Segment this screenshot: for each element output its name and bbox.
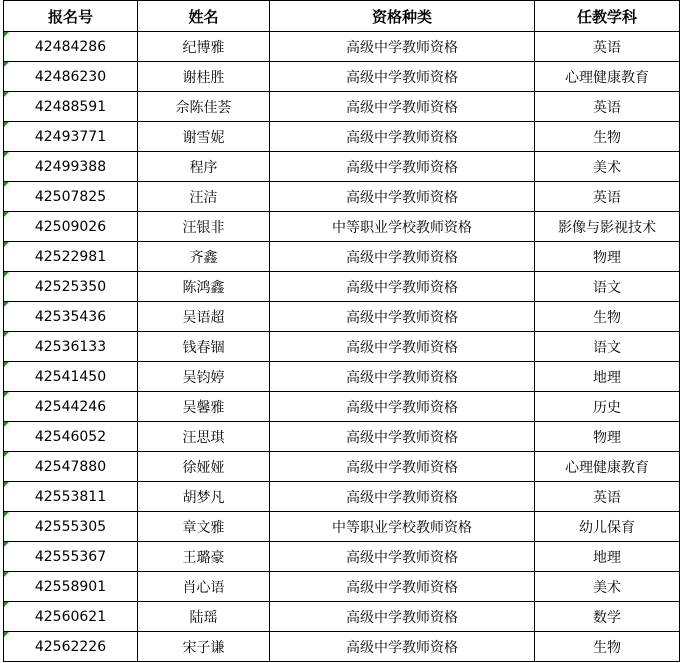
name-cell: 肖心语 xyxy=(138,572,270,602)
name-cell: 汪思琪 xyxy=(138,422,270,452)
name-cell: 陆瑶 xyxy=(138,602,270,632)
qualification-type-cell: 高级中学教师资格 xyxy=(270,32,535,62)
registration-number-cell: 42544246 xyxy=(4,392,138,422)
qualification-type-cell: 高级中学教师资格 xyxy=(270,332,535,362)
registration-number-cell: 42499388 xyxy=(4,152,138,182)
qualification-type-cell: 高级中学教师资格 xyxy=(270,122,535,152)
qualification-type-cell: 高级中学教师资格 xyxy=(270,242,535,272)
header-row xyxy=(4,1,680,32)
registration-number-cell: 42547880 xyxy=(4,452,138,482)
qualification-type-cell: 中等职业学校教师资格 xyxy=(270,212,535,242)
registration-number-cell: 42541450 xyxy=(4,362,138,392)
qualification-type-cell: 高级中学教师资格 xyxy=(270,92,535,122)
name-cell: 佘陈佳荟 xyxy=(138,92,270,122)
subject-cell: 数学 xyxy=(535,602,680,632)
registration-number-cell: 42555367 xyxy=(4,542,138,572)
table-row xyxy=(4,152,680,182)
qualification-type-cell: 高级中学教师资格 xyxy=(270,542,535,572)
subject-cell: 心理健康教育 xyxy=(535,62,680,92)
qualification-type-cell: 高级中学教师资格 xyxy=(270,632,535,662)
name-cell: 陈鸿鑫 xyxy=(138,272,270,302)
subject-cell: 幼儿保育 xyxy=(535,512,680,542)
subject-cell: 心理健康教育 xyxy=(535,452,680,482)
subject-cell: 英语 xyxy=(535,482,680,512)
name-cell: 吴语超 xyxy=(138,302,270,332)
registration-number-cell: 42486230 xyxy=(4,62,138,92)
name-cell: 谢雪妮 xyxy=(138,122,270,152)
subject-cell: 生物 xyxy=(535,302,680,332)
qualification-type-cell: 高级中学教师资格 xyxy=(270,482,535,512)
registration-number-cell: 42488591 xyxy=(4,92,138,122)
qualification-type-cell: 高级中学教师资格 xyxy=(270,392,535,422)
registration-number-cell: 42555305 xyxy=(4,512,138,542)
table-row xyxy=(4,602,680,632)
table-row xyxy=(4,392,680,422)
subject-cell: 物理 xyxy=(535,242,680,272)
table-row xyxy=(4,32,680,62)
registration-number-cell: 42535436 xyxy=(4,302,138,332)
subject-cell: 历史 xyxy=(535,392,680,422)
qualification-type-cell: 高级中学教师资格 xyxy=(270,152,535,182)
table-row xyxy=(4,422,680,452)
name-cell: 吴馨雅 xyxy=(138,392,270,422)
name-cell: 钱春锢 xyxy=(138,332,270,362)
subject-cell: 地理 xyxy=(535,362,680,392)
subject-cell: 生物 xyxy=(535,632,680,662)
table-row xyxy=(4,482,680,512)
subject-cell: 生物 xyxy=(535,122,680,152)
table-row xyxy=(4,542,680,572)
name-cell: 吴钧婷 xyxy=(138,362,270,392)
qualification-type-cell: 高级中学教师资格 xyxy=(270,602,535,632)
header-subject: 任教学科 xyxy=(535,1,680,32)
registration-number-cell: 42493771 xyxy=(4,122,138,152)
subject-cell: 美术 xyxy=(535,152,680,182)
name-cell: 汪银非 xyxy=(138,212,270,242)
qualification-type-cell: 高级中学教师资格 xyxy=(270,302,535,332)
header-name: 姓名 xyxy=(138,1,270,32)
name-cell: 谢桂胜 xyxy=(138,62,270,92)
table-row xyxy=(4,332,680,362)
qualification-type-cell: 高级中学教师资格 xyxy=(270,62,535,92)
subject-cell: 影像与影视技术 xyxy=(535,212,680,242)
header-registration-number: 报名号 xyxy=(4,1,138,32)
registration-number-cell: 42522981 xyxy=(4,242,138,272)
name-cell: 齐鑫 xyxy=(138,242,270,272)
name-cell: 章文雅 xyxy=(138,512,270,542)
name-cell: 汪洁 xyxy=(138,182,270,212)
qualification-type-cell: 高级中学教师资格 xyxy=(270,422,535,452)
results-table xyxy=(3,0,680,662)
registration-number-cell: 42536133 xyxy=(4,332,138,362)
header-qualification-type: 资格种类 xyxy=(270,1,535,32)
qualification-type-cell: 高级中学教师资格 xyxy=(270,572,535,602)
subject-cell: 美术 xyxy=(535,572,680,602)
name-cell: 胡梦凡 xyxy=(138,482,270,512)
subject-cell: 地理 xyxy=(535,542,680,572)
table-row xyxy=(4,182,680,212)
table-row xyxy=(4,212,680,242)
qualification-type-cell: 高级中学教师资格 xyxy=(270,272,535,302)
registration-number-cell: 42558901 xyxy=(4,572,138,602)
table-row xyxy=(4,302,680,332)
table-row xyxy=(4,632,680,662)
table-row xyxy=(4,452,680,482)
subject-cell: 语文 xyxy=(535,272,680,302)
registration-number-cell: 42546052 xyxy=(4,422,138,452)
table-row xyxy=(4,362,680,392)
registration-number-cell: 42509026 xyxy=(4,212,138,242)
subject-cell: 英语 xyxy=(535,32,680,62)
qualification-type-cell: 中等职业学校教师资格 xyxy=(270,512,535,542)
registration-number-cell: 42507825 xyxy=(4,182,138,212)
table-row xyxy=(4,62,680,92)
qualification-type-cell: 高级中学教师资格 xyxy=(270,182,535,212)
subject-cell: 英语 xyxy=(535,182,680,212)
table-row xyxy=(4,572,680,602)
registration-number-cell: 42525350 xyxy=(4,272,138,302)
table-row xyxy=(4,512,680,542)
registration-number-cell: 42484286 xyxy=(4,32,138,62)
name-cell: 纪博雅 xyxy=(138,32,270,62)
registration-number-cell: 42562226 xyxy=(4,632,138,662)
qualification-type-cell: 高级中学教师资格 xyxy=(270,362,535,392)
registration-number-cell: 42560621 xyxy=(4,602,138,632)
table-row xyxy=(4,92,680,122)
name-cell: 徐娅娅 xyxy=(138,452,270,482)
subject-cell: 语文 xyxy=(535,332,680,362)
table-row xyxy=(4,122,680,152)
registration-number-cell: 42553811 xyxy=(4,482,138,512)
subject-cell: 物理 xyxy=(535,422,680,452)
name-cell: 宋子谦 xyxy=(138,632,270,662)
subject-cell: 英语 xyxy=(535,92,680,122)
name-cell: 程序 xyxy=(138,152,270,182)
name-cell: 王璐豪 xyxy=(138,542,270,572)
table-row xyxy=(4,242,680,272)
qualification-type-cell: 高级中学教师资格 xyxy=(270,452,535,482)
table-row xyxy=(4,272,680,302)
